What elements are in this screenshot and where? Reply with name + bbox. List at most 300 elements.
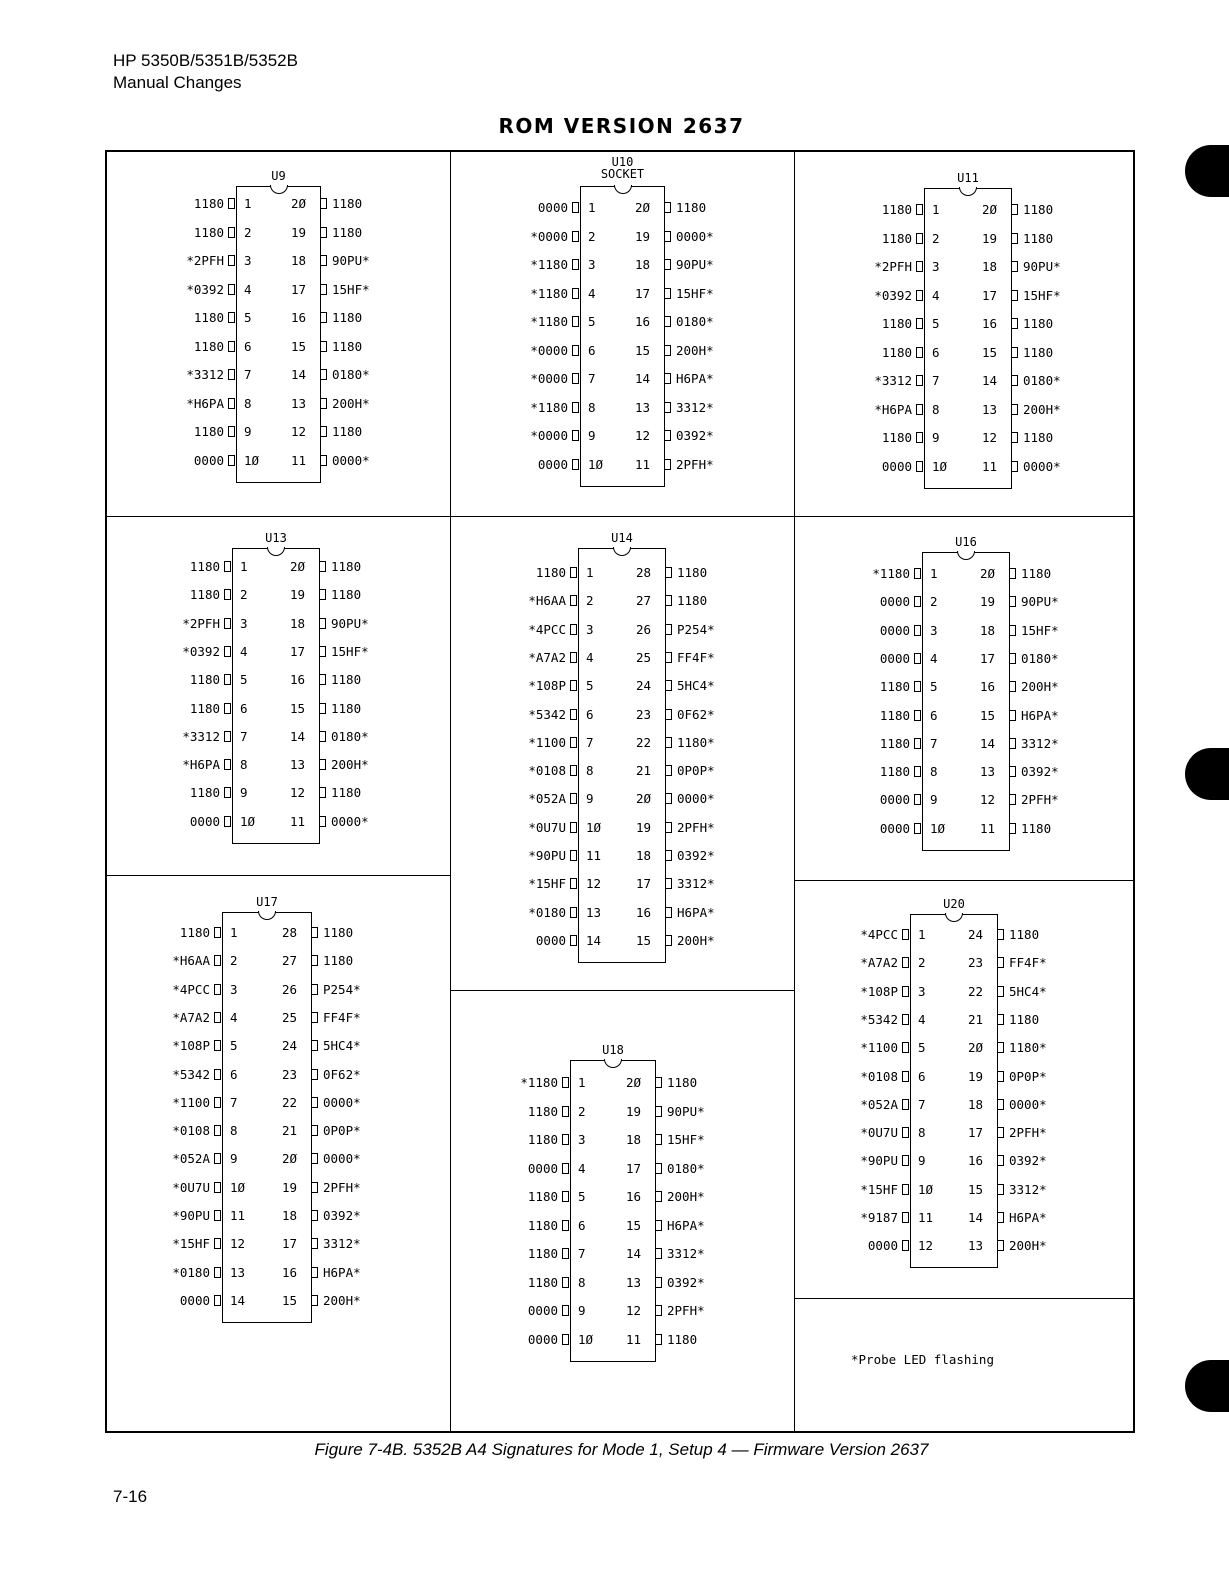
pin-box <box>997 1071 1004 1082</box>
pin-signature: *0U7U <box>860 1125 898 1141</box>
pin-signature: FF4F* <box>1009 955 1047 971</box>
pin-signature: *90PU <box>172 1208 210 1223</box>
pin-signature: 2PFH* <box>1021 792 1059 808</box>
pin-number: 4 <box>578 1160 586 1176</box>
pin-signature: *3312 <box>874 373 912 388</box>
pin-signature: 1180 <box>331 700 362 716</box>
pin-number: 4 <box>240 643 248 659</box>
pin-number: 6 <box>230 1066 238 1082</box>
pin-signature: 0000 <box>193 452 224 468</box>
pin-signature: H6PA* <box>676 371 714 386</box>
pin-box <box>1011 290 1018 301</box>
pin-signature: 0000* <box>676 228 714 244</box>
chip-name: U20 <box>943 897 965 911</box>
pin-signature: 0000* <box>1009 1096 1047 1112</box>
pin-signature: *0000 <box>530 428 568 443</box>
pin-signature: *1180 <box>530 399 568 415</box>
pin-signature: 5HC4* <box>677 678 715 694</box>
pin-box <box>997 929 1004 940</box>
pin-signature: 1180 <box>331 587 362 603</box>
pin-signature: 1180 <box>323 925 354 940</box>
pin-number: 2Ø <box>290 559 306 574</box>
pin-box <box>997 1184 1004 1195</box>
chip-notch <box>959 187 977 196</box>
pin-signature: 0000 <box>879 622 910 638</box>
pin-signature: *15HF <box>172 1236 210 1252</box>
pin-box <box>902 1014 909 1025</box>
pin-number: 18 <box>968 1096 984 1112</box>
pin-number: 15 <box>282 1292 298 1308</box>
pin-box <box>914 766 921 777</box>
pin-signature: 1180 <box>193 338 224 354</box>
pin-box <box>665 907 672 918</box>
pin-number: 13 <box>586 904 602 920</box>
pin-number: 7 <box>578 1246 586 1261</box>
pin-number: 1 <box>244 196 252 211</box>
pin-number: 6 <box>244 338 252 354</box>
pin-number: 9 <box>918 1153 926 1169</box>
pin-box <box>997 1099 1004 1110</box>
pin-number: 11 <box>230 1208 246 1223</box>
divider <box>794 1298 1135 1299</box>
pin-box <box>562 1334 569 1345</box>
chip-notch <box>613 547 631 556</box>
pin-number: 17 <box>968 1125 984 1141</box>
pin-signature: 2PFH* <box>667 1303 705 1318</box>
pin-number: 3 <box>578 1132 586 1147</box>
pin-number: 2 <box>230 953 238 969</box>
pin-number: 2Ø <box>291 196 307 211</box>
pin-number: 17 <box>980 650 996 666</box>
pin-box <box>902 1240 909 1251</box>
pin-signature: *0392 <box>182 643 220 659</box>
pin-number: 5 <box>230 1038 238 1054</box>
pin-signature: 1180 <box>881 202 912 217</box>
pin-number: 18 <box>982 259 998 274</box>
pin-signature: *5342 <box>528 706 566 722</box>
pin-number: 15 <box>968 1181 984 1197</box>
pin-signature: *0000 <box>530 228 568 244</box>
punch-hole-icon <box>1185 1360 1229 1412</box>
pin-signature: 0392* <box>676 428 714 443</box>
pin-signature: *H6PA <box>182 757 220 773</box>
pin-number: 2Ø <box>968 1040 984 1056</box>
chip-notch <box>258 911 276 920</box>
pin-number: 3 <box>930 622 938 638</box>
pin-number: 12 <box>980 792 996 808</box>
pin-signature: H6PA* <box>1009 1210 1047 1225</box>
pin-number: 16 <box>636 904 652 920</box>
pin-number: 18 <box>290 615 306 631</box>
pin-number: 14 <box>968 1210 984 1225</box>
pin-box <box>914 681 921 692</box>
pin-signature: 1180 <box>1023 202 1054 217</box>
pin-box <box>997 1042 1004 1053</box>
pin-signature: 90PU* <box>667 1103 705 1119</box>
pin-signature: 1180 <box>667 1075 698 1090</box>
pin-signature: 0P0P* <box>677 763 715 779</box>
pin-number: 8 <box>578 1274 586 1290</box>
pin-box <box>1011 261 1018 272</box>
pin-box <box>1011 233 1018 244</box>
pin-number: 12 <box>635 428 651 443</box>
pin-number: 1 <box>588 200 596 215</box>
pin-signature: 1180 <box>535 565 566 580</box>
pin-number: 8 <box>230 1123 238 1139</box>
pin-number: 22 <box>636 734 652 750</box>
pin-signature: 1180 <box>1023 230 1054 246</box>
pin-box <box>1009 596 1016 607</box>
pin-number: 3 <box>244 253 252 268</box>
chip-notch <box>957 551 975 560</box>
pin-number: 3 <box>230 981 238 997</box>
pin-number: 17 <box>982 287 998 303</box>
pin-number: 17 <box>635 285 651 301</box>
pin-signature: 1180 <box>189 700 220 716</box>
chip-subtitle: SOCKET <box>600 167 645 181</box>
pin-number: 8 <box>932 401 940 417</box>
page-number: 7-16 <box>113 1487 148 1506</box>
pin-signature: 1180 <box>179 925 210 940</box>
pin-number: 3 <box>918 983 926 999</box>
pin-signature: 1180 <box>667 1331 698 1347</box>
pin-number: 2 <box>930 594 938 610</box>
pin-box <box>1009 794 1016 805</box>
pin-box <box>562 1305 569 1316</box>
pin-number: 7 <box>230 1094 238 1110</box>
pin-number: 7 <box>932 373 940 388</box>
pin-signature: 3312* <box>677 876 715 892</box>
pin-number: 14 <box>230 1292 246 1308</box>
pin-number: 13 <box>980 764 996 780</box>
pin-number: 16 <box>635 314 651 329</box>
pin-signature: 0180* <box>1021 650 1059 666</box>
pin-number: 6 <box>586 706 594 722</box>
pin-number: 18 <box>635 257 651 272</box>
pin-signature: *0U7U <box>528 819 566 835</box>
pin-number: 11 <box>980 820 996 836</box>
pin-number: 4 <box>244 281 252 297</box>
pin-signature: 1180 <box>332 196 363 211</box>
pin-number: 4 <box>932 287 940 303</box>
pin-signature: *90PU <box>860 1153 898 1169</box>
chip-name: U18 <box>602 1043 624 1057</box>
chip-label <box>236 170 321 182</box>
pin-number: 2 <box>586 593 594 609</box>
pin-number: 5 <box>932 316 940 331</box>
pin-box <box>916 404 923 415</box>
pin-box <box>902 1155 909 1166</box>
pin-number: 1 <box>230 925 238 940</box>
pin-number: 9 <box>244 424 252 439</box>
pin-box <box>1011 461 1018 472</box>
pin-number: 19 <box>626 1103 642 1119</box>
pin-signature: 0000 <box>537 200 568 215</box>
pin-signature: 1180 <box>332 338 363 354</box>
pin-number: 12 <box>982 430 998 445</box>
pin-signature: 0392* <box>667 1274 705 1290</box>
pin-signature: 90PU* <box>1023 259 1061 274</box>
pin-number: 15 <box>290 700 306 716</box>
pin-signature: 2PFH* <box>323 1179 361 1195</box>
pin-number: 15 <box>291 338 307 354</box>
pin-signature: 1180 <box>1021 566 1052 581</box>
pin-signature: 0000 <box>527 1303 558 1318</box>
chip-label <box>910 898 998 910</box>
pin-signature: *0000 <box>530 342 568 358</box>
pin-number: 15 <box>982 344 998 360</box>
pin-signature: 1180 <box>677 565 708 580</box>
pin-number: 2 <box>588 228 596 244</box>
pin-signature: 1180* <box>677 734 715 750</box>
pin-signature: *052A <box>860 1096 898 1112</box>
pin-box <box>997 1155 1004 1166</box>
pin-box <box>902 1184 909 1195</box>
pin-signature: *15HF <box>860 1181 898 1197</box>
pin-signature: *2PFH <box>874 259 912 274</box>
pin-number: 8 <box>930 764 938 780</box>
pin-box <box>1011 432 1018 443</box>
pin-signature: *0108 <box>860 1068 898 1084</box>
chip-name: U10 <box>611 155 634 169</box>
pin-signature: 1180 <box>1009 927 1040 942</box>
chip-notch <box>614 185 632 194</box>
pin-number: 12 <box>291 424 307 439</box>
pin-box <box>1009 823 1016 834</box>
pin-box <box>1009 625 1016 636</box>
pin-number: 2 <box>918 955 926 971</box>
pin-number: 19 <box>982 230 998 246</box>
pin-signature: 1180 <box>189 587 220 603</box>
pin-number: 16 <box>291 310 307 325</box>
pin-number: 4 <box>230 1009 238 1025</box>
pin-box <box>570 850 577 861</box>
pin-signature: 15HF* <box>1021 622 1059 638</box>
pin-box <box>902 957 909 968</box>
pin-number: 12 <box>626 1303 642 1318</box>
pin-number: 3 <box>586 621 594 637</box>
pin-number: 2 <box>240 587 248 603</box>
pin-signature: *1100 <box>172 1094 210 1110</box>
pin-box <box>902 1127 909 1138</box>
pin-number: 13 <box>626 1274 642 1290</box>
pin-signature: 0000 <box>189 813 220 829</box>
pin-signature: 15HF* <box>331 643 369 659</box>
pin-signature: 0180* <box>332 367 370 382</box>
pin-number: 26 <box>282 981 298 997</box>
pin-signature: 1180 <box>193 196 224 211</box>
pin-number: 7 <box>930 735 938 751</box>
pin-number: 7 <box>586 734 594 750</box>
pin-number: 1 <box>578 1075 586 1090</box>
pin-signature: *0180 <box>172 1264 210 1280</box>
pin-number: 21 <box>636 763 652 779</box>
pin-number: 8 <box>240 757 248 773</box>
pin-signature: *1180 <box>530 257 568 272</box>
pin-signature: 0000 <box>879 820 910 836</box>
pin-number: 3 <box>240 615 248 631</box>
pin-signature: 0000 <box>179 1292 210 1308</box>
pin-signature: 0000* <box>677 791 715 807</box>
divider <box>794 880 1135 881</box>
pin-signature: *0392 <box>186 281 224 297</box>
pin-number: 5 <box>918 1040 926 1056</box>
pin-signature: 0000 <box>879 650 910 666</box>
pin-signature: 1180 <box>193 224 224 240</box>
pin-number: 1Ø <box>578 1331 594 1347</box>
pin-number: 11 <box>291 452 307 468</box>
pin-signature: *1180 <box>530 314 568 329</box>
pin-signature: 1180 <box>676 200 707 215</box>
pin-number: 9 <box>930 792 938 808</box>
pin-number: 19 <box>635 228 651 244</box>
pin-box <box>570 907 577 918</box>
pin-number: 3 <box>932 259 940 274</box>
pin-signature: 90PU* <box>332 253 370 268</box>
pin-signature: 1180 <box>879 735 910 751</box>
pin-signature: 1180 <box>331 559 362 574</box>
pin-signature: 0392* <box>323 1208 361 1223</box>
pin-number: 7 <box>244 367 252 382</box>
pin-signature: 2PFH* <box>676 456 714 472</box>
pin-box <box>655 1277 662 1288</box>
pin-number: 1Ø <box>930 820 946 836</box>
pin-number: 9 <box>240 785 248 801</box>
pin-number: 14 <box>291 367 307 382</box>
pin-signature: *H6PA <box>186 395 224 411</box>
pin-number: 16 <box>982 316 998 331</box>
pin-number: 17 <box>291 281 307 297</box>
pin-box <box>916 204 923 215</box>
pin-signature: 0000* <box>323 1151 361 1167</box>
pin-signature: 200H* <box>677 932 715 948</box>
chip-name: U14 <box>611 531 633 545</box>
figure-caption: Figure 7-4B. 5352B A4 Signatures for Mode 1, Setup 4 — Firmware Version 2637 <box>314 1440 929 1459</box>
pin-signature: *0U7U <box>172 1179 210 1195</box>
pin-signature: 15HF* <box>332 281 370 297</box>
pin-number: 25 <box>282 1009 298 1025</box>
pin-signature: 1180 <box>332 310 363 325</box>
pin-number: 8 <box>586 763 594 779</box>
pin-number: 17 <box>282 1236 298 1252</box>
pin-number: 15 <box>980 707 996 723</box>
pin-number: 3 <box>588 257 596 272</box>
pin-box <box>655 1334 662 1345</box>
pin-number: 23 <box>968 955 984 971</box>
pin-number: 13 <box>290 757 306 773</box>
pin-number: 23 <box>282 1066 298 1082</box>
pin-number: 22 <box>282 1094 298 1110</box>
pin-number: 1 <box>918 927 926 942</box>
pin-signature: 1180 <box>1009 1011 1040 1027</box>
rom-version-title: ROM VERSION 2637 <box>498 114 745 138</box>
pin-number: 1Ø <box>244 452 260 468</box>
pin-box <box>914 625 921 636</box>
pin-number: 9 <box>230 1151 238 1167</box>
pin-signature: 1180 <box>677 593 708 609</box>
pin-signature: 90PU* <box>331 615 369 631</box>
pin-signature: H6PA* <box>677 904 715 920</box>
pin-signature: 2PFH* <box>677 819 715 835</box>
pin-box <box>1009 710 1016 721</box>
pin-box <box>1009 681 1016 692</box>
pin-signature: 0000* <box>331 813 369 829</box>
pin-box <box>997 1127 1004 1138</box>
pin-signature: 200H* <box>667 1189 705 1204</box>
pin-number: 2 <box>932 230 940 246</box>
pin-signature: FF4F* <box>677 649 715 665</box>
pin-box <box>902 986 909 997</box>
pin-number: 1Ø <box>588 456 604 472</box>
pin-signature: P254* <box>323 981 361 997</box>
pin-number: 1 <box>240 559 248 574</box>
pin-number: 9 <box>932 430 940 445</box>
pin-number: 6 <box>240 700 248 716</box>
pin-box <box>1011 347 1018 358</box>
pin-signature: 3312* <box>676 399 714 415</box>
pin-signature: 0180* <box>1023 373 1061 388</box>
pin-signature: 200H* <box>323 1292 361 1308</box>
pin-number: 17 <box>636 876 652 892</box>
pin-number: 2Ø <box>980 566 996 581</box>
pin-number: 16 <box>626 1189 642 1204</box>
pin-number: 5 <box>586 678 594 694</box>
pin-number: 14 <box>290 728 306 744</box>
pin-box <box>997 986 1004 997</box>
pin-number: 2Ø <box>282 1151 298 1167</box>
pin-signature: 15HF* <box>676 285 714 301</box>
pin-box <box>916 318 923 329</box>
pin-number: 6 <box>932 344 940 360</box>
pin-signature: FF4F* <box>323 1009 361 1025</box>
pin-signature: 1180 <box>879 764 910 780</box>
pin-signature: *H6PA <box>874 401 912 417</box>
pin-number: 19 <box>282 1179 298 1195</box>
divider <box>105 516 1135 517</box>
pin-number: 14 <box>635 371 651 386</box>
pin-number: 24 <box>968 927 984 942</box>
pin-signature: 1180 <box>331 785 362 801</box>
pin-signature: *5342 <box>172 1066 210 1082</box>
pin-signature: *1100 <box>860 1040 898 1056</box>
pin-signature: *4PCC <box>172 981 210 997</box>
pin-number: 15 <box>636 932 652 948</box>
pin-number: 14 <box>626 1246 642 1261</box>
pin-number: 6 <box>930 707 938 723</box>
pin-number: 14 <box>980 735 996 751</box>
pin-signature: 1180 <box>189 785 220 801</box>
chip-name: U17 <box>256 895 278 909</box>
pin-number: 18 <box>282 1208 298 1223</box>
pin-number: 5 <box>930 679 938 695</box>
pin-box <box>914 568 921 579</box>
pin-number: 5 <box>244 310 252 325</box>
pin-number: 16 <box>290 672 306 688</box>
pin-number: 12 <box>290 785 306 801</box>
pin-number: 13 <box>968 1238 984 1254</box>
pin-box <box>1011 404 1018 415</box>
pin-number: 1 <box>932 202 940 217</box>
pin-number: 6 <box>578 1217 586 1233</box>
pin-number: 21 <box>968 1011 984 1027</box>
pin-signature: 0F62* <box>677 706 715 722</box>
pin-signature: *1100 <box>528 734 566 750</box>
pin-signature: H6PA* <box>323 1264 361 1280</box>
pin-number: 19 <box>968 1068 984 1084</box>
pin-signature: 0000* <box>332 452 370 468</box>
pin-number: 22 <box>968 983 984 999</box>
pin-number: 21 <box>282 1123 298 1139</box>
